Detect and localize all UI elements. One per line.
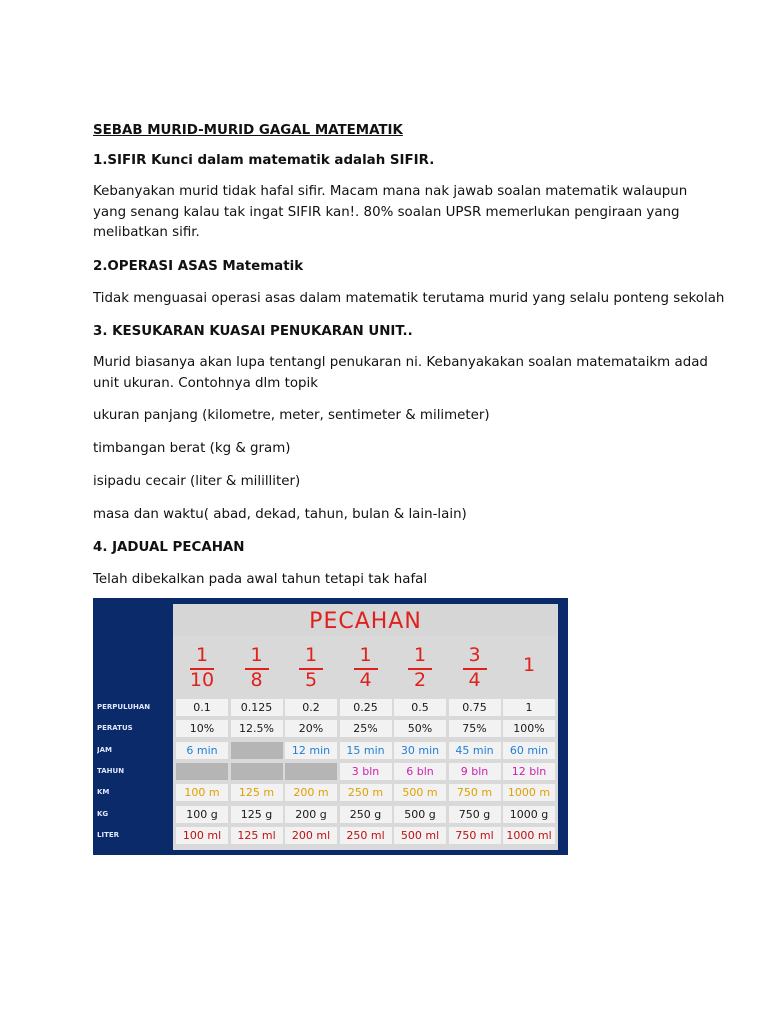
fraction-numerator: 1 — [413, 644, 427, 666]
table-cell: 1000 g — [503, 806, 555, 823]
fraction-numerator: 1 — [304, 644, 318, 666]
row-label: KM — [97, 788, 110, 797]
row-label: PERPULUHAN — [97, 703, 151, 711]
table-cell: 125 ml — [231, 827, 283, 844]
table-cell: 750 g — [449, 806, 501, 823]
row-label: KG — [97, 809, 109, 818]
row-label: LITER — [97, 830, 120, 839]
section-1-text-line-2: yang senang kalau tak ingat SIFIR kan!. 80% soalan UPSR memerlukan pengiraan yang — [93, 205, 680, 220]
section-3-title: 3. KESUKARAN KUASAI PENUKARAN UNIT.. — [93, 324, 413, 339]
table-cell: 750 m — [449, 784, 501, 801]
fraction-header — [176, 642, 228, 694]
fraction-denominator: 2 — [413, 669, 427, 691]
table-cell: 500 m — [394, 784, 446, 801]
table-cell: 6 min — [176, 742, 228, 759]
table-cell: 25% — [340, 720, 392, 737]
table-cell: 500 ml — [394, 827, 446, 844]
section-3-text-line-3: ukuran panjang (kilometre, meter, sentimeter & milimeter) — [93, 408, 490, 423]
table-cell: 45 min — [449, 742, 501, 759]
document-heading: SEBAB MURID-MURID GAGAL MATEMATIK — [93, 123, 403, 138]
fraction-header — [503, 642, 555, 694]
section-3-text-line-2: unit ukuran. Contohnya dlm topik — [93, 376, 318, 391]
fraction-numerator: 1 — [250, 644, 263, 666]
fraction-header — [394, 642, 446, 694]
table-cell: 50% — [394, 720, 446, 737]
fraction-denominator: 8 — [250, 669, 263, 691]
table-cell: 75% — [449, 720, 501, 737]
table-cell: 0.2 — [285, 699, 337, 716]
fraction-denominator: 4 — [359, 669, 372, 691]
fraction-header — [449, 642, 501, 694]
table-cell: 100 m — [176, 784, 228, 801]
row-label: JAM — [97, 745, 112, 754]
table-cell: 250 ml — [340, 827, 392, 844]
fraction-table-image — [93, 598, 568, 855]
section-3-text-line-5: isipadu cecair (liter & mililliter) — [93, 474, 301, 489]
table-cell: 0.5 — [394, 699, 446, 716]
section-2-title: 2.OPERASI ASAS Matematik — [93, 259, 304, 274]
table-cell: 0.25 — [340, 699, 392, 716]
table-cell: 20% — [285, 720, 337, 737]
fraction-numerator: 3 — [468, 644, 481, 666]
fraction-header — [231, 642, 283, 694]
table-cell: 0.1 — [176, 699, 228, 716]
table-cell: 125 g — [231, 806, 283, 823]
table-cell: 9 bln — [449, 763, 501, 780]
table-cell: 500 g — [394, 806, 446, 823]
table-cell: 30 min — [394, 742, 446, 759]
table-title: PECAHAN — [173, 604, 558, 636]
fraction-header — [285, 642, 337, 694]
table-cell: 1000 m — [503, 784, 555, 801]
section-1-text-line-1: Kebanyakan murid tidak hafal sifir. Macam mana nak jawab soalan matematik walaupun — [93, 184, 688, 199]
section-2-text: Tidak menguasai operasi asas dalam matematik terutama murid yang selalu ponteng sekolah — [93, 291, 725, 306]
table-cell: 12 bln — [503, 763, 555, 780]
section-3-text-line-1: Murid biasanya akan lupa tentangl penukaran ni. Kebanyakakan soalan matemataikm adad — [93, 355, 708, 370]
table-cell: 200 ml — [285, 827, 337, 844]
fraction-numerator: 1 — [359, 644, 372, 666]
table-cell: 12 min — [285, 742, 337, 759]
fraction-header — [340, 642, 392, 694]
table-cell — [285, 763, 337, 780]
table-cell: 0.75 — [449, 699, 501, 716]
table-cell: 750 ml — [449, 827, 501, 844]
table-cell: 200 g — [285, 806, 337, 823]
row-label: PERATUS — [97, 724, 133, 733]
table-cell: 250 m — [340, 784, 392, 801]
table-cell — [176, 763, 228, 780]
fraction-numerator: 1 — [522, 654, 536, 676]
table-cell: 100 ml — [176, 827, 228, 844]
table-cell: 6 bln — [394, 763, 446, 780]
table-cell: 250 g — [340, 806, 392, 823]
fraction-table — [173, 604, 558, 850]
table-cell — [231, 742, 283, 759]
fraction-denominator: 10 — [189, 669, 215, 691]
fraction-denominator: 4 — [468, 669, 481, 691]
section-1-text-line-3: melibatkan sifir. — [93, 225, 200, 240]
table-cell: 200 m — [285, 784, 337, 801]
table-cell — [231, 763, 283, 780]
table-cell: 15 min — [340, 742, 392, 759]
fraction-denominator: 5 — [304, 669, 318, 691]
table-cell: 1000 ml — [503, 827, 555, 844]
table-cell: 100 g — [176, 806, 228, 823]
table-cell: 100% — [503, 720, 555, 737]
table-cell: 60 min — [503, 742, 555, 759]
table-cell: 12.5% — [231, 720, 283, 737]
fraction-numerator: 1 — [195, 644, 209, 666]
table-cell: 0.125 — [231, 699, 283, 716]
row-label: TAHUN — [97, 766, 125, 775]
section-4-text: Telah dibekalkan pada awal tahun tetapi tak hafal — [93, 572, 428, 587]
table-cell: 3 bln — [340, 763, 392, 780]
table-cell: 1 — [503, 699, 555, 716]
table-cell: 10% — [176, 720, 228, 737]
table-cell: 125 m — [231, 784, 283, 801]
section-4-title: 4. JADUAL PECAHAN — [93, 540, 245, 555]
section-3-text-line-6: masa dan waktu( abad, dekad, tahun, bulan & lain-lain) — [93, 507, 467, 522]
section-1-title: 1.SIFIR Kunci dalam matematik adalah SIFIR. — [93, 153, 435, 168]
section-3-text-line-4: timbangan berat (kg & gram) — [93, 441, 291, 456]
